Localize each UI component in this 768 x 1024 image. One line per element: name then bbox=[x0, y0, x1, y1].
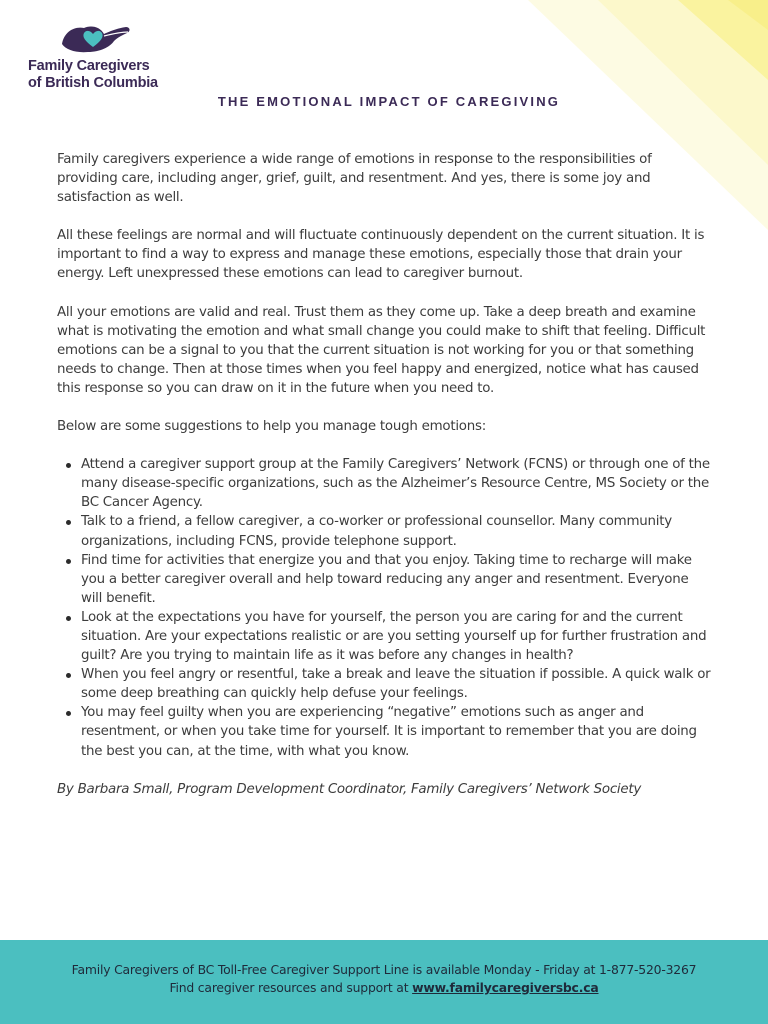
footer bbox=[0, 940, 768, 1024]
list-item: Look at the expectations you have for yourself, the person you are caring for and the current situation. Are your expectations realistic or are you setting yourself up for further frustration and guilt? Are you trying to maintain life as it was before any changes in health? bbox=[81, 608, 713, 665]
paragraph-2: All these feelings are normal and will fluctuate continuously dependent on the current situation. It is important to find a way to express and manage these emotions, especially those that drain your energy. Left unexpressed these emotions can lead to caregiver burnout. bbox=[57, 228, 705, 282]
website-link[interactable]: www.familycaregiversbc.ca bbox=[412, 980, 599, 995]
list-item: Talk to a friend, a fellow caregiver, a co-worker or professional counsellor. Many community organizations, including FCNS, provide telephone support. bbox=[81, 512, 713, 550]
list-item: When you feel angry or resentful, take a break and leave the situation if possible. A quick walk or some deep breathing can quickly help defuse your feelings. bbox=[81, 665, 713, 703]
byline: By Barbara Small, Program Development Coordinator, Family Caregivers’ Network Society bbox=[57, 781, 642, 797]
suggestions-list bbox=[57, 455, 713, 761]
resources-text: Find caregiver resources and support at bbox=[169, 980, 413, 995]
page-title: THE EMOTIONAL IMPACT OF CAREGIVING bbox=[217, 94, 561, 109]
article-body bbox=[57, 150, 713, 818]
support-line-text: Family Caregivers of BC Toll-Free Caregiver Support Line is available Monday - Friday at 1-877-520-3267 bbox=[71, 962, 697, 977]
list-item: You may feel guilty when you are experiencing “negative” emotions such as anger and resentment, or when you take time for yourself. It is important to remember that you are doing the best you can, at the time, with what you know. bbox=[81, 703, 713, 760]
paragraph-3: All your emotions are valid and real. Trust them as they come up. Take a deep breath and examine what is motivating the emotion and what small change you could make to shift that feeling. Difficult emotions can be a signal to you that the current situation is not working for you or that something needs to change. Then at those times when you feel happy and energized, notice what has caused this response so you can draw on it in the future when you need to. bbox=[57, 304, 706, 396]
resources-line bbox=[0, 979, 768, 997]
list-item: Find time for activities that energize you and that you enjoy. Taking time to recharge will make you a better caregiver overall and help toward reducing any anger and resentment. Everyone will benefit. bbox=[81, 551, 713, 608]
hands-heart-icon bbox=[60, 22, 132, 56]
organization-logo bbox=[28, 22, 168, 92]
paragraph-1: Family caregivers experience a wide range of emotions in response to the responsibilities of providing care, including anger, grief, guilt, and resentment. And yes, there is some joy and satisfaction as well. bbox=[57, 152, 652, 206]
list-item: Attend a caregiver support group at the Family Caregivers’ Network (FCNS) or through one of the many disease-specific organizations, such as the Alzheimer’s Resource Centre, MS Society or the BC Cancer Agency. bbox=[81, 455, 713, 512]
logo-line-2: of British Columbia bbox=[28, 75, 158, 91]
paragraph-4: Below are some suggestions to help you manage tough emotions: bbox=[57, 419, 486, 435]
logo-text bbox=[28, 58, 168, 92]
logo-line-1: Family Caregivers bbox=[28, 58, 150, 74]
